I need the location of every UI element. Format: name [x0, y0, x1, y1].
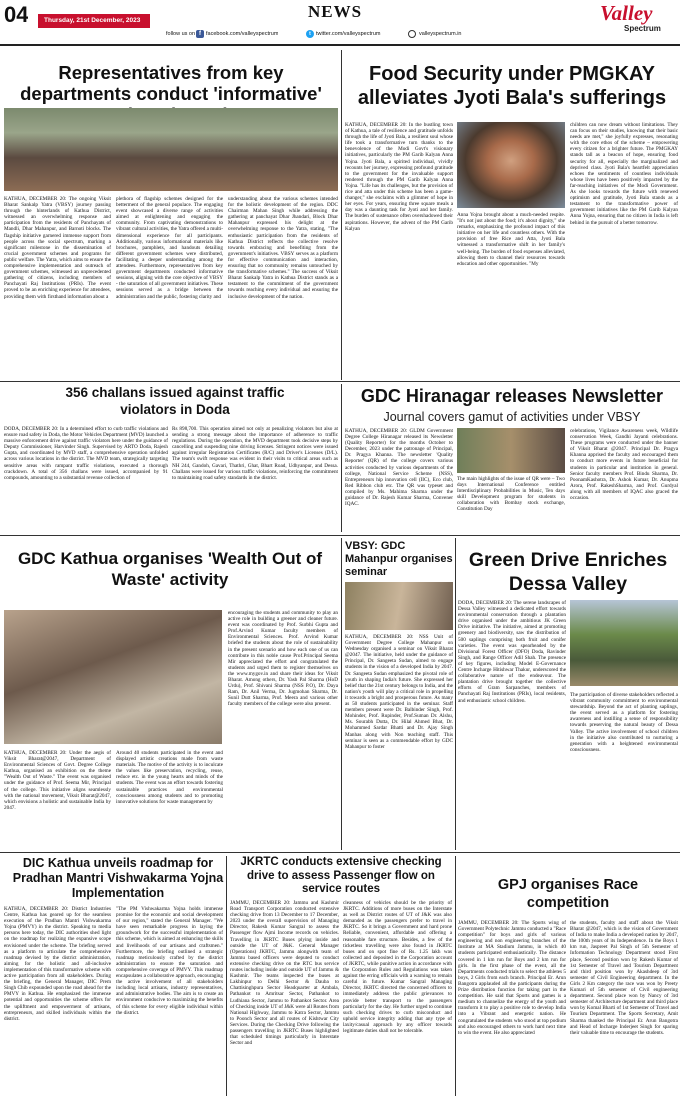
a1-col2: plethora of flagship schemes designed for the betterment of the general populace. The engaging event showcased a diverse range of activities aimed at enlightening and engaging the community. From captivating demonstrations to vibrant cultural activities, the Yatra offered a multi-dimensional experience for all participants. Additionally, various informational materials like brochures, pamphlets, and handouts detailing different government schemes were distributed, facilitating a deeper understanding among the attendees. Furthermore, representatives from key government departments conducted informative sessions, aligning with the core objective of VBSY - the saturation of all government initiatives. These sessions served as a bridge between the administration and the public, fostering clarity and [116, 196, 223, 300]
follow-label: follow us on [166, 31, 196, 37]
headline-newsletter: GDC Hiranagar releases Newsletter [360, 386, 664, 406]
a7-col1: DODA, DECEMBER 20: The serene landscapes of Dessa Valley witnessed a dedicated effort towards environmental conservation through a plantation drive organised under the ambitious JK Green Drive initiative. The initiative, aimed at promoting greenery and biodiversity, saw the distribution of 500 saplings comprising both fruit and conifer varieties. The event was spearheaded by the Divisional Forest Officer (DFO) Doda, Ravinder Singh, and Range Officer Adil Shah. The presence of key figures, including Model E-Governance Centre Incharge Hitishwar Thakur, underscored the collaborative nature of the endeavour. The plantation drive brought together the collective efforts of Gram Sarpanches, members of Panchayati Raj Institutions (PRIs), local residents, and enthusiastic school children. [458, 600, 566, 704]
divider-v5 [226, 856, 227, 1096]
a7-col2: The participation of diverse stakeholders reflected a vibrant community commitment to environmental stewardship. Beyond the act of planting saplings, the event served as a platform for fostering awareness and instilling a sense of responsibility towards preserving the natural beauty of Dessa Valley. The active involvement of school children in the initiative also contributed to nurturing a generation with a heightened environmental consciousness. [570, 692, 678, 753]
web-link[interactable]: valleyspectrum.in [419, 31, 462, 37]
headline-dic-kathua: DIC Kathua unveils roadmap for Pradhan Mantri Vishwakarma Yojna Implementation [12, 856, 224, 900]
a10-col2: the students, faculty and staff about the Viksit Bharat @2047, which is the vision of Government of India to make India a developed nation by 2047, the 100th years of its Independence. In the Boys 1 km run, Jaspreet Pal Singh of 5th Semester of Information Technology Department stood First place, Second position won by Rakesh Kumar of 1st Semester of Travel and Tourism Department and third position won by Akashdeep of 3rd semester of Civil Engineering department. In the Girls 2 Km category the race was won by Preety Kumari of 5th semester of Civil engineering department. Second place won by Nancy of 3rd semester of Architecture department and third place won by Komal Bharti of 1st Semester of Travel and Tourism Department. The Sports Secretary, Amit Sharma thanked the Principal Er. Arun Bangotra and Head of Incharge Inderjeet Singh for sparing their valuable time to encourage the students. [570, 920, 678, 1036]
a3-col1: DODA, DECEMBER 20: In a determined effort to curb traffic violations and ensure road safety in Doda, the Motor Vehicles Department (MVD) launched a massive enforcement drive against traffic violators here under the guidance of Deputy Commissioner, Harvinder Singh. Supervised by ARTO Doda, Rajesh Gupta, and coordinated by MVD staff, a comprehensive operation unfolded across various locations in the district. The MVD team, strategically targeting sensitive areas with rampant traffic violations, executed a thorough crackdown. A total of 356 challans were issued, accompanied by 91 compounds, amounting to a substantial revenue collection of [4, 426, 168, 481]
logo-top: Valley [600, 2, 653, 25]
logo [600, 2, 678, 42]
a4-col2: The main highlights of the issue of QR were – Two days International Conference entitled Interdisciplinary Probabilities in Music, Ten days skill Development program for students in collaboration with Bombay stock exchange, Constitution Day [457, 476, 565, 513]
photo-mahanpur [345, 582, 453, 630]
a4-col1: KATHUA, DECEMBER 20: GLDM Government Degree College Hiranagar released its Newsletter (Quality Reporter) for the months October to December, 2023 under the patronage of Principal, Dr. Pragya Khanna. The newsletter 'Quality Reporter' (QR) of the college covers various activities conducted by various departments of the college, National Service Scheme (NSS), Entrepreneurs hip innovation cell (IIC), Eco club, Red Ribbon club etc. The QR was typeset and compiled by Ms. Mahima Sharma under the guidance of Dr. Rajesh Kumar Sharma, Convener IQAC. [345, 428, 453, 508]
headline-food-security: Food Security under PMGKAY alleviates Jyoti Bala's sufferings [357, 63, 667, 109]
date-bar: Thursday, 21st December, 2023 [38, 14, 150, 28]
photo-green-drive [570, 600, 678, 686]
headline-mahanpur: VBSY: GDC Mahanpur organises seminar [345, 540, 453, 578]
logo-bottom: Spectrum [624, 24, 661, 33]
a3-col2: Rs 898,700. This operation aimed not only at penalizing violators but also at sending a strong message about the importance of adherence to traffic regulations. During the operation, the MVD department took decisive steps by cancelling and suspending nine driving licenses. Stringent notices were issued against irregular Registration Certificates (R/C) and Driver's Licenses (D/L). The team's swift response was evident in their visits to critical areas such as NH 244, Gandoh, Gavari, Thathri, Ghat, Bhart Road, Udhyanpur, and Dessa. Challans were issued for various traffic violations, reinforcing the commitment to maintaining road safety standards in the district. [172, 426, 338, 481]
headline-green-drive: Green Drive Enriches Dessa Valley [468, 549, 668, 595]
a4-col3: celebrations, Vigilance Awareness week, Wildlife conservation Week, Gandhi Jayanti celebrations. These programs were conducted under the banner of Viksit Bharat @2047. Principal Dr. Pragya Khanna apprised the faculty and encouraged them to conduct more events in future beneficial for students in particular and institution in general. Senior faculty members Prof. Bindu Sharma, Dr. PoonamKashotra, Dr. Ashok Kumar, Dr. Anupma Arora, Prof. RakeshSharma, and Prof. Gurdyal along with all members of IQAC also graced the occasion. [570, 428, 678, 502]
headline-jkrtc: JKRTC conducts extensive checking drive to assess Passenger flow on service routes [240, 856, 442, 895]
a2-col2: Anna Yojna brought about a much-needed respite. "It's not just about the food; it's about dignity," she remarks, emphasizing the profound impact of this initiative on her life and countless others. With the provision of free Rice and Atta, Jyoti Bala witnessed a transformative shift in her family's well-being. The burden of food expenses alleviated, allowing them to channel their resources towards education and other opportunities. "My [457, 212, 565, 267]
a1-col1: KATHUA, DECEMBER 20: The ongoing Viksit Bharat Sankalp Yatra (VBSY) journey passing through the hinterlands of Kathua District, witnessed an overwhelming response and participation from the residents of Panchayats of Mandli, Dhar Mahanpur, and Barnoti blocks. The flagship initiative garnered immense support from people across the social spectrum, marking a significant milestone in the dissemination of crucial government schemes and programs for public welfare. The Yatra, which aims to ensure the comprehensive implementation and outreach of government schemes, witnessed an unprecedented gathering of citizens, including members of Panchayati Raj Institutions (PRIs). The event proved to be an enriching experience for attendees, providing them with firsthand information about a [4, 196, 111, 300]
a5-col1: KATHUA, DECEMBER 20: Under the aegis of Viksit Bharat@2047, Department of Environmental Sciences of Govt. Degree College Kathua, organised an exhibition on the theme "Wealth Out of Waste." The event was organised under the guidance of Prof. Seema Mir, Principal of the college. This initiative aligns seamlessly with the national movement, Viksit Bharat@2047, which envisions a holistic and sustainable India by 2047. [4, 750, 111, 811]
a5-col2: Around 40 students participated in the event and displayed artistic creations made from waste materials. The motive of the activity is to inculcate the values like preservation, recycling, reuse, reduce etc. in the young hearts and minds of the students. The event was an effort towards fostering sustainable practices and environmental consciousness among students and to promoting innovative solutions for waste management by [116, 750, 223, 805]
a10-col1: JAMMU, DECEMBER 20: The Sports wing of Government Polytechnic Jammu conducted a "Race competition" for boys and girls of various engineering and non engineering branches of the Institute at MA Stadium Jammu, in which 40 students participated enthusiastically. The distance covered in 1 km run for Boys and 2 km run for girls. In the first phase of the event, all the Departments conducted trials to select the athletes 5 boys, 2 Girls from each branch. Principal Er. Arun Bangotra applauded all the participants during the Prize distribution function for taking part in the competition. He said that Sports and games is a medium to channelize the energy of the youth and transform it to play a positive role to develop India into a Vibrant and energetic nation. He congratulated the students who stood at top podium and also encouraged others to work hard next time to win the event. He also appreciated [458, 920, 566, 1036]
subhead-newsletter: Journal covers gamut of activities under VBSY [383, 410, 641, 424]
divider-v3 [341, 538, 342, 850]
divider-h3 [0, 852, 680, 853]
photo-jyoti-bala [457, 122, 565, 208]
twitter-icon: t [306, 30, 314, 38]
a1-col3: understanding about the various schemes intended for the holistic development of the region. DDC Chairman Mahan Singh while addressing the gathering at panchayat Dhar Jhandari, Block Dhar Mahanpur expressed his delight at the overwhelming response to the Yatra, stating, "The enthusiastic participation from the residents of Kathua District reflects the collective resolve towards embracing and benefiting from the government's initiatives. VBSY serves as a platform for effective communication and interaction, ensuring that no community remains untouched by the transformative schemes." The success of Viksit Bharat Sankalp Yatra in Kathua District stands as a testament to the commitment of the government towards reaching every individual and ensuring the inclusive development of the nation. [228, 196, 338, 300]
a2-col3: children can now dream without limitations. They can focus on their studies, knowing that their basic needs are met," she joyfully expresses, resonating with the core ethos of the scheme – empowering every citizen for a brighter future. The PMGKAY stands tall as a beacon of hope, ensuring food security for all, especially the marginalized and deprived class. Jyoti Bala's heartfelt appreciation echoes the sentiments of countless individuals whose lives have been positively impacted by the far-reaching initiatives of the Modi Government. As she looks towards the future with renewed optimism and gratitude, Jyoti Bala stands as a testament to the transformative power of government initiatives like the PM Garib Kalyan Anna Yojna, ensuring that no citizen in India is left behind in the pursuit of a better tomorrow. [570, 122, 678, 226]
photo-newsletter [457, 428, 565, 473]
facebook-link[interactable]: facebook.com/valleyspectrum [206, 31, 279, 37]
photo-wealth-waste [4, 610, 222, 744]
headline-wealth-waste: GDC Kathua organises 'Wealth Out of Waste' activity [17, 549, 323, 589]
headline-kathua-sessions: Representatives from key departments conduct 'informative' [20, 62, 322, 104]
divider-v6 [455, 856, 456, 1096]
a6-col1: KATHUA, DECEMBER 20: NSS Unit of Government Degree College Mahanpur on Wednesday organised a seminar on Viksit Bharat @2047. The initiative, held under the guidance of Principal, Dr. Sangeeta Sudan, aimed to engage students in the vision of a developed India by 2047. Dr. Sangeeta Sudan emphasized the pivotal role of youth in shaping India's future. She expressed her belief that the 21st century belongs to India, and the nation's youth will play a critical role in propelling it towards a bright and prosperous future. As many as 50 students participated in the seminar. Staff members present were Dr. Balbinder Singh, Prof. Mohinder, Prof. Rupinder, Prof.Suman Dr. Alshu, Ms. Sourabh Dutta, Dr. Hilal Ahmed Bhat, Dr. Mohammed Sardar Bhatti and Dr. Ajay Singh Manhas along with Non teaching staff. This seminar is seen as a commendable effort by GDC Mahanpur to foster [345, 634, 453, 750]
twitter-link[interactable]: twitter.com/valleyspectrum [316, 31, 381, 37]
photo-kathua-sessions [4, 108, 338, 191]
a2-col1: KATHUA, DECEMBER 20: In the bustling town of Kathua, a tale of resilience and gratitude unfolds through the life of Jyoti Bala, a resilient soul whose life took a transformative turn thanks to the benevolence of the Modi Govt's visionary initiatives, particularly the PM Garib Kalyan Anna Yojna. Jyoti Bala, a spirited individual, vividly recounts her journey, expressing profound gratitude to the government for the invaluable support rendered through the PM Garib Kalyan Anna Yojna. "Life has its challenges, but the provision of rice and atta under this scheme has been a game-changer," she exclaims with a glimmer of hope in her eyes. For years, ensuring three square meals a day was a daunting task for Jyoti and her family. The burden of sustenance often overshadowed their aspirations. However, the advent of the PM Garib Kalyan [345, 122, 453, 232]
facebook-icon: f [196, 30, 204, 38]
headline-gpj-race: GPJ organises Race competition [497, 877, 639, 911]
divider-v2 [341, 384, 342, 532]
page-number: 04 [4, 2, 29, 27]
section-name: NEWS [308, 2, 363, 21]
header-rule [0, 44, 680, 46]
divider-v4 [455, 538, 456, 850]
divider-h2 [0, 535, 680, 536]
a9-col1: JAMMU, DECEMBER 20: Jammu and Kashmir Road Transport Corporation conducted extensive checking drive from 13 December to 17 December, 2023 under the overall supervision of Managing Director, Rakesh Kumar Sangral to assess the Passenger flow Ajmi Income records on vehicles. Travelling in JKRTC Buses plying inside and outside the UT of J&K. General Manager (Operations) JKRTC, Jammu alongwith team of Jammu based officers were deputed to conduct extensive checking drive on the RTC bus service routes including inside and outside UT of Jammu & Kashmir. The teams inspected the buses at Lakhinpur to Delhi Sector & Dauba to Chattisinghpura Sector Headquarter at Ambala, Pathankot to Amritsar Sector, Pathankot to Ludhiana Sector, Jammu to Pathankot Sector. Area of Checking inside UT of J&K were all Routes from National Highway, Jammu to Katra Sector, Jammu to Poonch Sector and all routes of Kishtwar City Services. During the Checking Drive following the passengers travelling in JKRTC Buses highlighted that scheduled timings particularly in Interstate Sector and [230, 900, 339, 1047]
a8-col2: "The PM Vishwakarma Yojna holds immense promise for the economic and social development of our region," stated the General Manager. "We have seen remarkable progress in laying the groundwork for the successful implementation of this scheme, which is aimed at enhancing the skills and livelihoods of our artisans and craftsmen." Furthermore, the briefing outlined a strategic roadmap meticulously crafted by the district administration to ensure the saturation and comprehensive coverage of PMVY. This roadmap encapsulates a collaborative approach, encouraging the active involvement of all stakeholders including local artisans, industry representatives, and administrative bodies. The aim is to create an environment conducive to maximizing the benefits of this scheme for every eligible individual within the district. [116, 906, 223, 1016]
a9-col2: cleanness of vehicles should be the priority of JKRTC. Additions of more buses on the Interstate as well as District routes of UT of J&K was also demanded as the passengers prefer to travel in JKRTC. So it brings a Government and hard prone Reliable, convenient, affordable and offering a reasonable fare structure. Besides, a few of the ticketless travelling were also found in JKRTC buses and on spot fine of Rs. 1.25 lakh was collected and deposited in the Corporation account of JKRTC, while punitive action in accordance with the Corporation Rules and Regulations was taken against the erring officials with a warning to remain careful in future. Kumar Sangral Managing Director, JKRTC directed the concerned officers to immediately address the public grievances to provide better transport to the passengers particularly for the day. He further urged to continue such checking drives to curb misconduct and uphold service integrity adding that any type of laxity/casual approach by any officer towards legitimate duties shall not be tolerable. [343, 900, 452, 1034]
divider-v1 [341, 50, 342, 380]
headline-challans: 356 challans issued against traffic violators in Doda [65, 385, 285, 417]
web-icon [408, 30, 416, 38]
a5-col3: encouraging the students and community to play an active role in building a greener and cleaner future. event was coordinated by Prof. Surbhi Gupta and Prof.Arvind Kumar faculty members of Environmental Sciences. Prof. Arvind Kumar briefed the students about the role of sustainability in the present scenario and how each one of us can contribute in this noble cause Prof.Principal Seema Mir appreciated the effort and congratulated the students and urged them to register themselves on the www.mygov.in and share their ideas for Viksit Bharat. Among others, Dr. Yash Pal Sharma (HoD Urdu), Prof. Shivani Sharma (NSS P.O), Dr. Daya Ram, Dr. Anil Verma, Dr. Jugmohan Sharma, Dr. Sunil Dutt Sharma, Prof. Meera and various other faculty members of the college were also present. [228, 610, 338, 708]
a8-col1: KATHUA, DECEMBER 20: District Industries Centre, Kathua has geared up for the seamless execution of the Pradhan Mantri Vishwakarma Yojna (PMVY) in the district. Speaking to media persons here today, the DIC authorities shed light on the roadmap for realizing the expansive scope envisioned under the scheme. The briefing served as a platform to articulate the comprehensive roadmap devised by the district administration, aiming for the holistic and all-inclusive implementation of this transformative scheme with active participation from all stakeholders. During the briefing, the General Manager, DIC Prem Singh Chib expounded upon the road ahead for the PMVY in Kathua. He emphasized the immense potential and opportunities the scheme offers for the upliftment and empowerment of artisans, entrepreneurs, and skilled individuals within the district. [4, 906, 111, 1022]
divider-h1 [0, 381, 680, 382]
